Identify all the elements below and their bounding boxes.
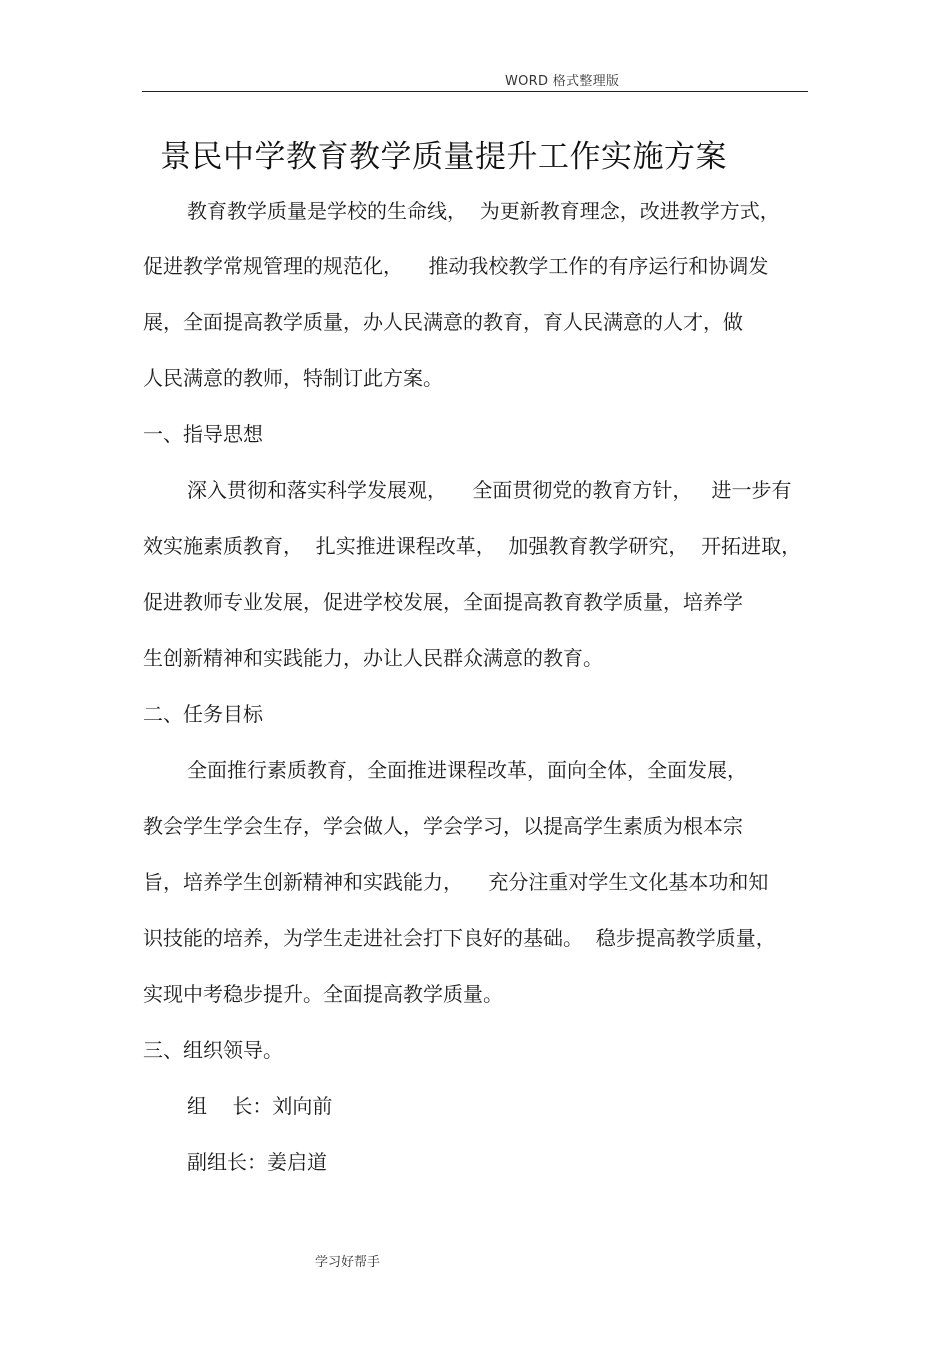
- document-title: 景民中学教育教学质量提升工作实施方案: [160, 139, 727, 175]
- deputy-leader-entry: 副组长：姜启道: [187, 1150, 327, 1174]
- section2-line: 旨，培养学生创新精神和实践能力， 充分注重对学生文化基本功和知: [143, 870, 769, 894]
- intro-line: 促进教学常规管理的规范化， 推动我校教学工作的有序运行和协调发: [143, 254, 769, 278]
- leader-entry: 组 长：刘向前: [187, 1094, 333, 1118]
- section2-line: 实现中考稳步提升。全面提高教学质量。: [143, 982, 503, 1006]
- intro-line: 展，全面提高教学质量，办人民满意的教育，育人民满意的人才，做: [143, 310, 743, 334]
- intro-line: 人民满意的教师，特制订此方案。: [143, 366, 443, 390]
- page-footer: 学习好帮手: [315, 1255, 381, 1270]
- intro-line: 教育教学质量是学校的生命线， 为更新教育理念，改进教学方式，: [187, 199, 780, 223]
- page-header: WORD 格式整理版: [505, 74, 620, 89]
- section-heading: 三、组织领导。: [143, 1038, 283, 1062]
- section1-line: 效实施素质教育， 扎实推进课程改革， 加强教育教学研究， 开拓进取，: [143, 534, 802, 558]
- section2-line: 全面推行素质教育，全面推进课程改革，面向全体，全面发展，: [187, 758, 747, 782]
- header-divider: [142, 91, 808, 92]
- section2-line: 识技能的培养，为学生走进社会打下良好的基础。 稳步提高教学质量，: [143, 926, 776, 950]
- section2-line: 教会学生学会生存，学会做人，学会学习，以提高学生素质为根本宗: [143, 814, 743, 838]
- section1-line: 促进教师专业发展，促进学校发展，全面提高教育教学质量，培养学: [143, 590, 743, 614]
- section-heading: 二、任务目标: [143, 702, 263, 726]
- section-heading: 一、指导思想: [143, 422, 263, 446]
- section1-line: 深入贯彻和落实科学发展观， 全面贯彻党的教育方针， 进一步有: [187, 478, 792, 502]
- section1-line: 生创新精神和实践能力，办让人民群众满意的教育。: [143, 646, 603, 670]
